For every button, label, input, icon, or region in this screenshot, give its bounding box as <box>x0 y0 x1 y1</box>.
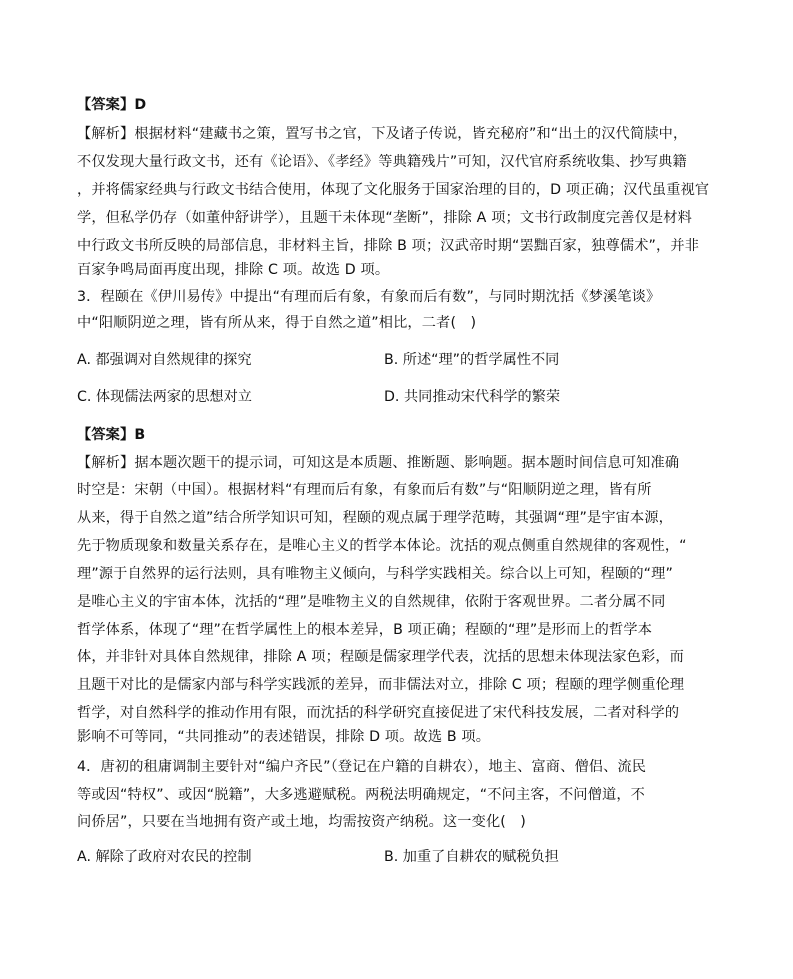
q4-stem-line: 问侨居”，只要在当地拥有资产或土地，均需按资产纳税。这一变化( ) <box>77 814 526 830</box>
q3-analysis-line: 是唯心主义的宇宙本体，沈括的“理”是唯物主义的自然规律，依附于客观世界。二者分属不同 <box>77 594 666 610</box>
q4-stem-line: 4．唐初的租庸调制主要针对“编户齐民”（登记在户籍的自耕农），地主、富商、僧侣、流民 <box>77 759 647 775</box>
q2-analysis-line: 中行政文书所反映的局部信息，非材料主旨，排除 B 项；汉武帝时期“罢黜百家，独尊儒术”，并非 <box>77 238 700 254</box>
q2-analysis-line: 【解析】根据材料“建藏书之策，置写书之官，下及诸子传说，皆充秘府”和“出土的汉代简牍中， <box>77 126 688 142</box>
q2-analysis-line: 学，但私学仍存（如董仲舒讲学），且题干未体现“垄断”，排除 A 项；文书行政制度完善仅是材料 <box>77 210 692 226</box>
q3-analysis-line: 体，并非针对具体自然规律，排除 A 项；程颐是儒家理学代表，沈括的思想未体现法家色彩，而 <box>77 649 685 665</box>
q3-analysis-line: 先于物质现象和数量关系存在，是唯心主义的哲学本体论。沈括的观点侧重自然规律的客观性，“ <box>77 538 687 554</box>
q3-analysis-line: 从来，得于自然之道”结合所学知识可知，程颐的观点属于理学范畴，其强调“理”是宇宙本源， <box>77 510 674 526</box>
q3-analysis-line: 理”源于自然界的运行法则，具有唯物主义倾向，与科学实践相关。综合以上可知，程颐的“理” <box>77 566 674 582</box>
q3-analysis-line: 且题干对比的是儒家内部与科学实践派的差异，而非儒法对立，排除 C 项；程颐的理学侧重伦理 <box>77 677 685 693</box>
q3-analysis-line: 【解析】据本题次题干的提示词，可知这是本质题、推断题、影响题。据本题时间信息可知准确 <box>77 455 680 471</box>
q2-analysis-line: ，并将儒家经典与行政文书结合使用，体现了文化服务于国家治理的目的，D 项正确；汉代虽重视官 <box>77 182 710 198</box>
q2-answer: 【答案】D <box>77 97 147 113</box>
q3-option-c: C. 体现儒法两家的思想对立 <box>77 389 252 405</box>
q3-stem-line: 中“阳顺阴逆之理，皆有所从来，得于自然之道”相比，二者( ) <box>77 315 477 331</box>
q4-option-b: B. 加重了自耕农的赋税负担 <box>384 849 559 865</box>
q3-answer: 【答案】B <box>77 427 146 443</box>
q2-analysis-line: 百家争鸣局面再度出现，排除 C 项。故选 D 项。 <box>77 262 390 278</box>
q3-analysis-line: 时空是：宋朝（中国）。根据材料“有理而后有象，有象而后有数”与“阳顺阴逆之理，皆有所 <box>77 482 652 498</box>
q3-option-d: D. 共同推动宋代科学的繁荣 <box>384 389 561 405</box>
q4-option-a: A. 解除了政府对农民的控制 <box>77 849 252 865</box>
q3-option-b: B. 所述“理”的哲学属性不同 <box>384 352 560 368</box>
q3-analysis-line: 哲学体系，体现了“理”在哲学属性上的根本差异，B 项正确；程颐的“理”是形而上的哲学本 <box>77 622 653 638</box>
q3-option-a: A. 都强调对自然规律的探究 <box>77 352 252 368</box>
q3-analysis-line: 影响不可等同，“共同推动”的表述错误，排除 D 项。故选 B 项。 <box>77 729 491 745</box>
q2-analysis-line: 不仅发现大量行政文书，还有《论语》、《孝经》等典籍残片”可知，汉代官府系统收集、抄写典籍 <box>77 154 687 170</box>
q3-stem-line: 3．程颐在《伊川易传》中提出“有理而后有象，有象而后有数”，与同时期沈括《梦溪笔谈》 <box>77 289 661 305</box>
q4-stem-line: 等或因“特权”、或因“脱籍”，大多逃避赋税。两税法明确规定，“不问主客，不问僧道，不 <box>77 787 645 803</box>
q3-analysis-line: 哲学，对自然科学的推动作用有限，而沈括的科学研究直接促进了宋代科技发展，二者对科学的 <box>77 705 680 721</box>
